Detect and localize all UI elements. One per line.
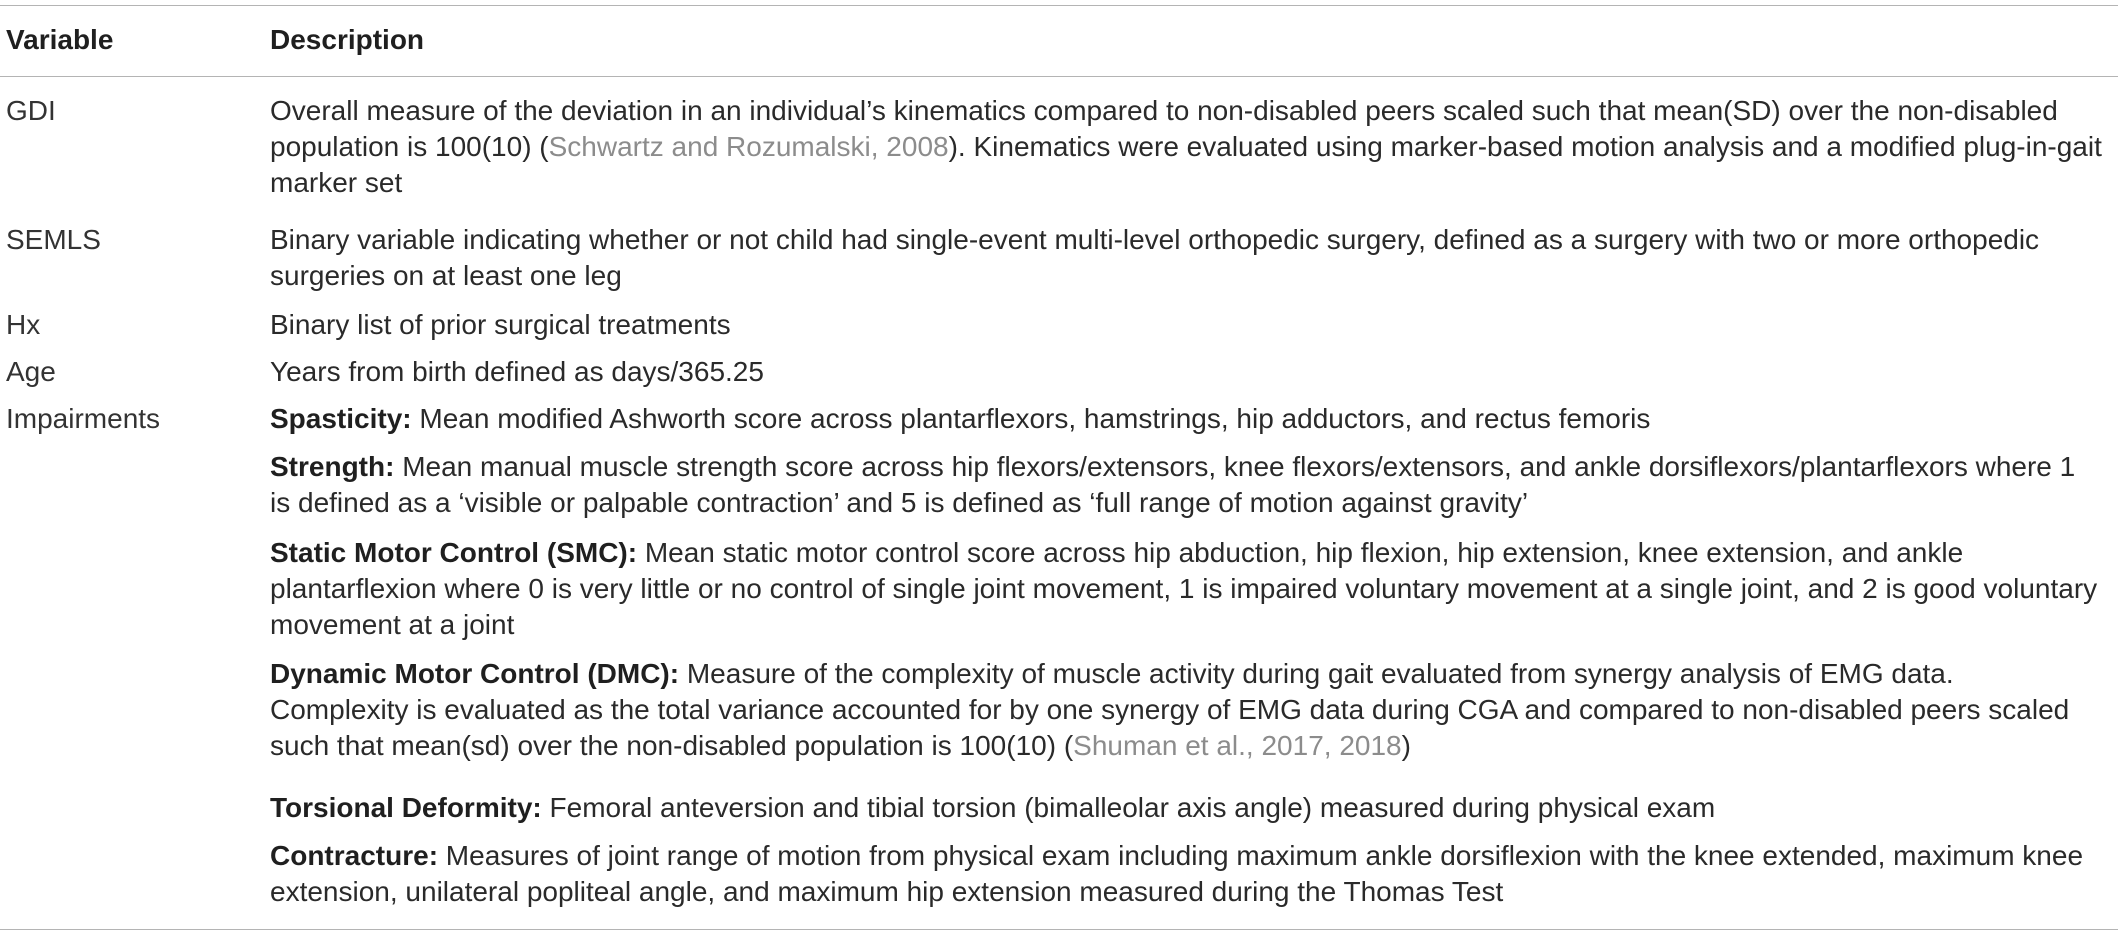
- header-variable: Variable: [6, 24, 114, 55]
- description-torsional: [270, 790, 2116, 826]
- description-strength: [270, 449, 2116, 521]
- description-line: Years from birth defined as days/365.25: [270, 356, 764, 387]
- term-smc: Static Motor Control (SMC):: [270, 537, 638, 568]
- table-header-rule: [0, 76, 2118, 77]
- description-line: surgeries on at least one leg: [270, 260, 622, 291]
- description-gdi: [270, 93, 2116, 201]
- description-line: [270, 129, 2116, 165]
- description-line: [270, 535, 2116, 571]
- description-line: [270, 401, 2116, 437]
- description-text: Measures of joint range of motion from physical exam including maximum ankle dorsiflexion with the knee extended, maximum knee: [438, 840, 2084, 871]
- description-text: ). Kinematics were evaluated using marker-based motion analysis and a modified plug-in-gait: [948, 131, 2102, 162]
- description-text: such that mean(sd) over the non-disabled population is 100(10) (: [270, 730, 1074, 761]
- table-bottom-rule: [0, 929, 2118, 930]
- description-line: [270, 790, 2116, 826]
- citation-link[interactable]: Shuman et al., 2017, 2018: [1073, 730, 1402, 761]
- description-semls: [270, 222, 2116, 294]
- description-line: [270, 656, 2116, 692]
- term-spasticity: Spasticity:: [270, 403, 412, 434]
- description-line: [270, 449, 2116, 485]
- citation-link[interactable]: Schwartz and Rozumalski, 2008: [548, 131, 949, 162]
- description-contracture: [270, 838, 2116, 910]
- description-dmc: [270, 656, 2116, 764]
- description-line: [270, 838, 2116, 874]
- term-torsional: Torsional Deformity:: [270, 792, 542, 823]
- description-line: Binary list of prior surgical treatments: [270, 309, 731, 340]
- term-contracture: Contracture:: [270, 840, 439, 871]
- variable-gdi: GDI: [6, 95, 56, 126]
- description-line: extension, unilateral popliteal angle, and maximum hip extension measured during the Thomas Test: [270, 876, 1504, 907]
- description-age: [270, 354, 2116, 390]
- description-text: Measure of the complexity of muscle activity during gait evaluated from synergy analysis of EMG data.: [679, 658, 1954, 689]
- header-description: Description: [270, 24, 425, 55]
- description-text: Femoral anteversion and tibial torsion (bimalleolar axis angle) measured during physical exam: [541, 792, 1716, 823]
- description-line: movement at a joint: [270, 609, 515, 640]
- description-text: Mean modified Ashworth score across plantarflexors, hamstrings, hip adductors, and rectus femoris: [411, 403, 1651, 434]
- variable-impairments: Impairments: [6, 403, 161, 434]
- description-smc: [270, 535, 2116, 643]
- description-line: Overall measure of the deviation in an individual’s kinematics compared to non-disabled peers scaled such that mean(SD) over the non-disabled: [270, 95, 2058, 126]
- description-text: population is 100(10) (: [270, 131, 549, 162]
- description-line: Binary variable indicating whether or not child had single-event multi-level orthopedic surgery, defined as a surgery with two or more orthopedic: [270, 224, 2040, 255]
- description-line: marker set: [270, 167, 403, 198]
- term-strength: Strength:: [270, 451, 395, 482]
- description-text: Mean static motor control score across hip abduction, hip flexion, hip extension, knee extension, and ankle: [637, 537, 1964, 568]
- table-top-rule: [0, 5, 2118, 6]
- description-text: Mean manual muscle strength score across hip flexors/extensors, knee flexors/extensors, and ankle dorsiflexors/plantarflexors where 1: [394, 451, 2076, 482]
- variable-hx: Hx: [6, 309, 41, 340]
- description-text: ): [1401, 730, 1411, 761]
- term-dmc: Dynamic Motor Control (DMC):: [270, 658, 680, 689]
- variable-semls: SEMLS: [6, 224, 101, 255]
- description-hx: [270, 307, 2116, 343]
- description-line: plantarflexion where 0 is very little or no control of single joint movement, 1 is impaired voluntary movement at a single joint, and 2 is good voluntary: [270, 573, 2098, 604]
- description-line: Complexity is evaluated as the total variance accounted for by one synergy of EMG data during CGA and compared to non-disabled peers scaled: [270, 694, 2070, 725]
- description-line: [270, 728, 2116, 764]
- variable-age: Age: [6, 356, 56, 387]
- description-spasticity: [270, 401, 2116, 437]
- description-line: is defined as a ‘visible or palpable contraction’ and 5 is defined as ‘full range of motion against gravity’: [270, 487, 1529, 518]
